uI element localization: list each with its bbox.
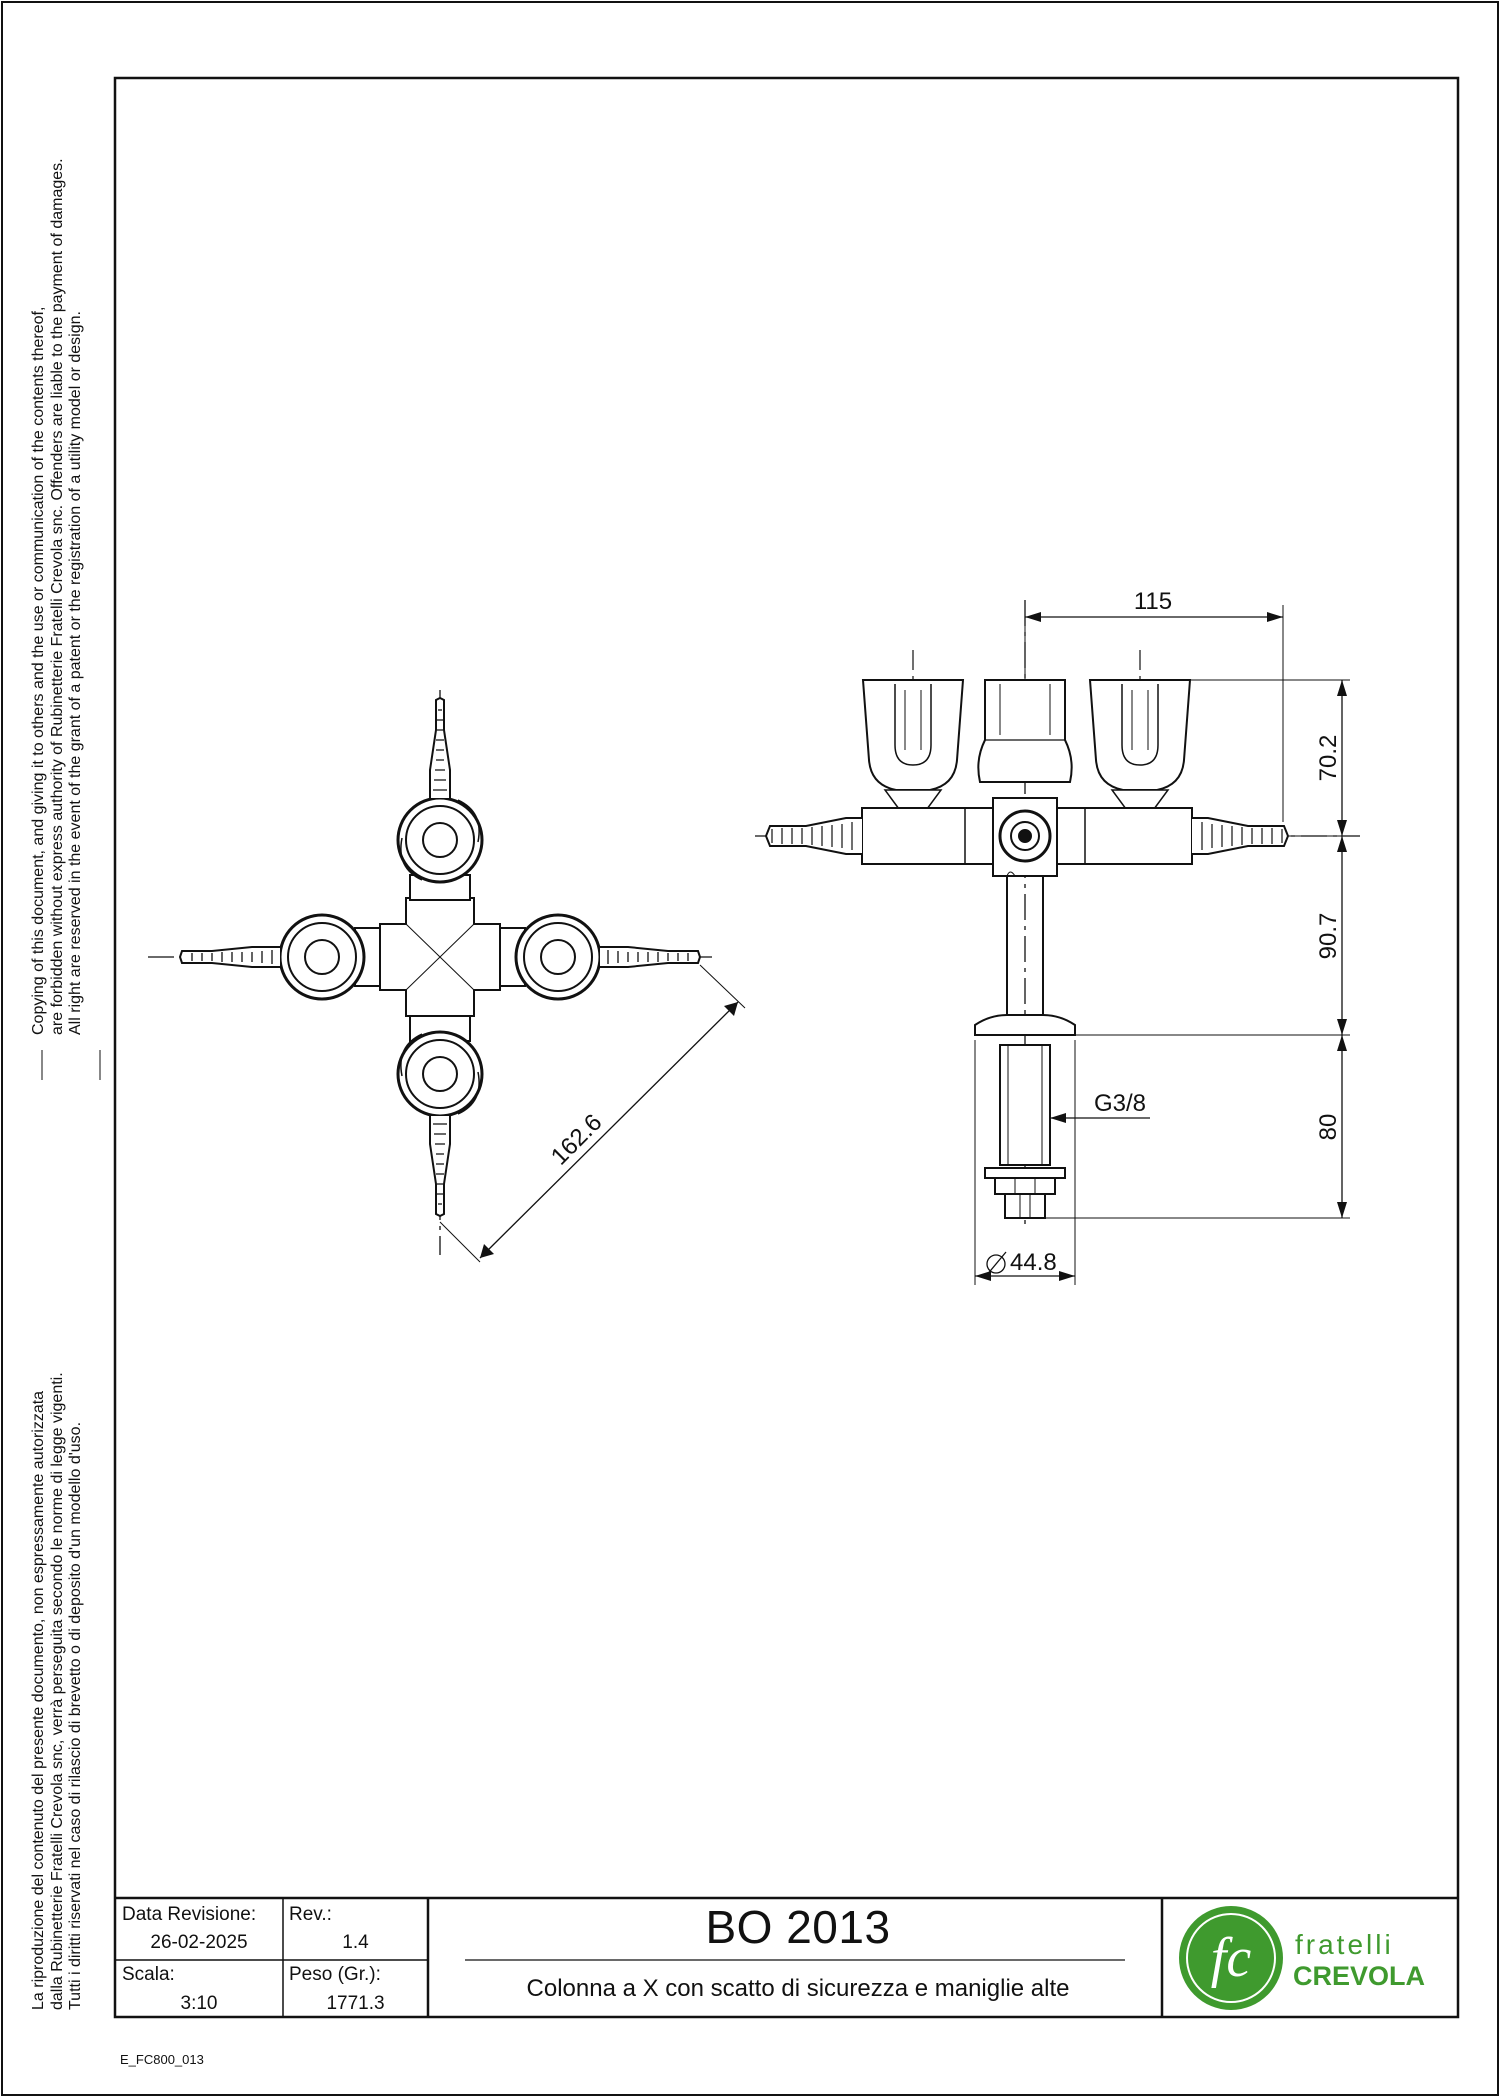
notice-italian-line-3: Tutti i diritti riservati nel caso di rilascio di brevetto o di deposito d'un modello d'uso. [67,1421,84,2010]
dim-diagonal: 162.6 [545,1108,608,1171]
drawing-code: BO 2013 [705,1901,891,1953]
scale-value: 3:10 [180,1993,218,2014]
dim-column-height: 90.7 [1315,912,1342,960]
rev-value: 1.4 [342,1932,369,1953]
svg-text:fc: fc [1210,1927,1252,1989]
dim-handle-height: 70.2 [1315,734,1342,782]
notice-italian [30,1372,86,2010]
notice-english [30,158,86,1035]
dim-thread: G3/8 [1094,1090,1147,1117]
company-logo [1175,1902,1450,2014]
document-reference: E_FC800_013 [120,2052,204,2067]
revision-date-label: Data Revisione: [122,1904,257,1925]
svg-text:CREVOLA: CREVOLA [1293,1961,1426,1991]
revision-date-value: 26-02-2025 [150,1932,248,1953]
dim-base-diameter: 44.8 [1010,1249,1057,1276]
notice-english-line-1: Copying of this document, and giving it to others and the use or communication of the contents thereof, [30,306,47,1035]
sheet-border [2,2,1498,2095]
side-view [755,600,1360,1285]
notice-italian-line-2: dalla Rubinetterie Fratelli Crevola snc, verrà perseguita secondo le norme di legge vigenti. [48,1372,66,2010]
weight-value: 1771.3 [326,1993,385,2014]
dim-width-top: 115 [1133,588,1173,615]
top-view [148,690,745,1262]
weight-label: Peso (Gr.): [289,1964,381,1985]
svg-text:fratelli: fratelli [1295,1929,1394,1960]
rev-label: Rev.: [289,1904,332,1925]
drawing-frame [115,78,1458,2017]
scale-label: Scala: [122,1964,175,1985]
drawing-description: Colonna a X con scatto di sicurezza e maniglie alte [526,1975,1070,2002]
dim-thread-length: 80 [1315,1113,1342,1141]
notice-italian-line-1: La riproduzione del contenuto del presente documento, non espressamente autorizzata [30,1390,47,2010]
notice-english-line-2: are forbidden without express authority of Rubinetterie Fratelli Crevola snc. Offenders are liable to the payment of damages. [48,158,66,1035]
notice-english-line-3: All right are reserved in the event of the grant of a patent or the registration of a utility model or design. [67,311,84,1035]
